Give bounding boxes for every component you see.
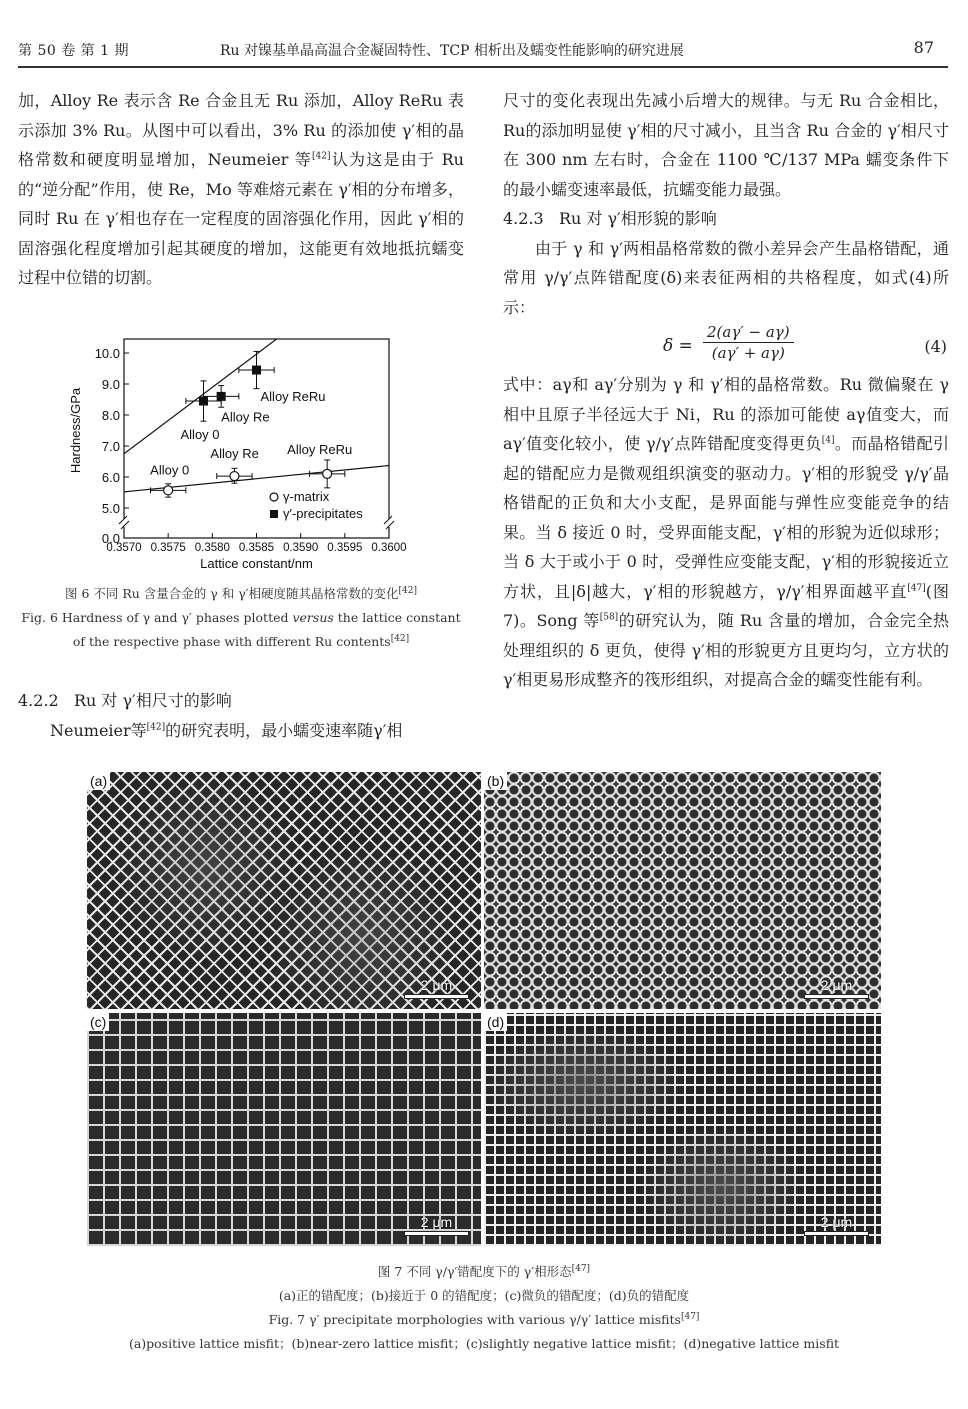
micrograph-panel-d xyxy=(484,1013,881,1246)
paragraph: Neumeier等[42]的研究表明，最小蠕变速率随γ′相 xyxy=(50,720,403,740)
equation-numerator: 2(aγ′ − aγ) xyxy=(703,322,794,343)
equation-fraction xyxy=(703,322,794,363)
section-heading: 4.2.3 Ru 对 γ′相形貌的影响 xyxy=(503,209,717,228)
section-heading: 4.2.2 Ru 对 γ′相尺寸的影响 xyxy=(18,691,232,710)
x-tick-label: 0.3570 xyxy=(106,542,142,554)
x-tick-label: 0.3585 xyxy=(238,542,275,554)
equation-number: (4) xyxy=(924,337,947,356)
legend-label: γ-matrix xyxy=(283,489,330,504)
x-tick-label: 0.3580 xyxy=(194,542,230,554)
figure6-caption-cn: 图 6 不同 Ru 含量合金的 γ 和 γ′相硬度随其晶格常数的变化[42] xyxy=(65,585,417,601)
page-number: 87 xyxy=(913,38,934,57)
panel-label: (a) xyxy=(87,772,110,790)
y-axis-label: Hardness/GPa xyxy=(68,387,83,474)
panel-label: (b) xyxy=(484,772,507,790)
y-tick-label: 0.0 xyxy=(101,531,120,546)
x-tick-label: 0.3600 xyxy=(371,542,407,554)
section-4-2-2 xyxy=(18,686,464,745)
scale-bar: 2 μm xyxy=(404,1214,469,1236)
data-point-gamma xyxy=(323,469,332,478)
left-column xyxy=(18,86,464,293)
x-axis-label: Lattice constant/nm xyxy=(200,556,313,571)
data-point-label: Alloy 0 xyxy=(150,462,190,478)
scale-bar: 2 μm xyxy=(404,977,469,999)
y-tick-label: 9.0 xyxy=(101,377,120,392)
citation: [58] xyxy=(599,612,619,623)
figure6-caption xyxy=(18,582,464,654)
panel-label: (c) xyxy=(87,1013,109,1031)
paragraph: 由于 γ 和 γ′两相晶格常数的微小差异会产生晶格错配，通常用 γ/γ′点阵错配度(δ)来表征两相的共格程度，如式(4)所示： xyxy=(503,238,949,317)
micrograph-panel-c xyxy=(87,1013,481,1246)
data-point-label: Alloy 0 xyxy=(180,427,220,443)
x-tick-label: 0.3595 xyxy=(327,542,363,554)
panel-label: (d) xyxy=(484,1013,507,1031)
figure6-caption-en: Fig. 6 Hardness of γ and γ′ phases plotted versus the lattice constant of the respective phase with different Ru contents[42] xyxy=(21,610,461,649)
figure7-caption xyxy=(60,1260,908,1356)
legend-marker-gamma xyxy=(270,493,278,501)
citation: [4] xyxy=(821,435,835,446)
figure7-subcaption-en: (a)positive lattice misfit；(b)near-zero lattice misfit；(c)slightly negative lattice misfit；(d)negative lattice misfit xyxy=(128,1336,840,1351)
data-point-label: Alloy Re xyxy=(210,446,259,462)
y-tick-label: 10.0 xyxy=(94,346,120,361)
data-point-gamma-prime xyxy=(252,366,261,375)
data-point-gamma-prime xyxy=(217,392,226,401)
running-title: Ru 对镍基单晶高温合金凝固特性、TCP 相析出及蠕变性能影响的研究进展 xyxy=(220,43,684,59)
equation-4 xyxy=(503,322,949,370)
x-tick-label: 0.3575 xyxy=(150,542,186,554)
running-header xyxy=(18,36,948,68)
citation: [42] xyxy=(312,151,331,162)
x-tick-label: 0.3590 xyxy=(283,542,319,554)
y-tick-label: 6.0 xyxy=(101,470,120,485)
legend-marker-gamma-prime xyxy=(270,510,278,518)
citation: [42] xyxy=(146,722,166,733)
right-column xyxy=(503,86,949,695)
y-tick-label: 7.0 xyxy=(101,439,120,454)
volume-issue: 第 50 卷 第 1 期 xyxy=(18,43,129,59)
paragraph: 式中：aγ和 aγ′分别为 γ 和 γ′相的晶格常数。Ru 微偏聚在 γ 相中且原子半径远大于 Ni，Ru 的添加可能使 aγ值变大，而 aγ′值变化较小，使 γ/γ′点阵错配度变得更负[4]。而晶格错配引起的错配应力是微观组织演变的驱动力。γ′相的形貌受 γ/γ′晶格错配的正负和大小支配，是界面能与弹性应变能竞争的结果。当 δ 接近 0 时，受界面能支配，γ′相的形貌为近似球形；当 δ 大于或小于 0 时，受弹性应变能支配，γ′相的形貌接近立方状，且|δ|越大，γ′相的形貌越方，γ/γ′相界面越平直[47](图 7)。Song 等[58]的研究认为，随 Ru 含量的增加，合金完全热处理组织的 δ 更负，使得 γ′相的形貌更方且更均匀，立方状的 γ′相更易形成整齐的筏形组织，对提高合金的蠕变性能有利。 xyxy=(503,375,950,689)
paragraph: 尺寸的变化表现出先减小后增大的规律。与无 Ru 合金相比，Ru的添加明显使 γ′相的尺寸减小，且当含 Ru 合金的 γ′相尺寸在 300 nm 左右时，合金在 1100 ℃/137 MPa 蠕变条件下的最小蠕变速率最低，抗蠕变能力最强。 xyxy=(503,91,949,199)
figure7-caption-en: Fig. 7 γ′ precipitate morphologies with various γ/γ′ lattice misfits[47] xyxy=(268,1311,700,1327)
scale-bar: 2 μm xyxy=(804,977,869,999)
figure7-subcaption-cn: (a)正的错配度；(b)接近于 0 的错配度；(c)微负的错配度；(d)负的错配度 xyxy=(278,1288,690,1303)
data-point-label: Alloy ReRu xyxy=(287,441,353,457)
data-point-label: Alloy Re xyxy=(221,409,270,425)
paragraph: 加，Alloy Re 表示含 Re 合金且无 Ru 添加，Alloy ReRu 表示添加 3% Ru。从图中可以看出，3% Ru 的添加使 γ′相的晶格常数和硬度明显增加，Neumeier 等[42]认为这是由于 Ru 的“逆分配”作用，使 Re，Mo 等难熔元素在 γ′相的分布增多，同时 Ru 在 γ′相也存在一定程度的固溶强化作用，因此 γ′相的固溶强化程度增加引起其硬度的增加，这能更有效地抵抗蠕变过程中位错的切割。 xyxy=(18,91,464,287)
data-point-gamma xyxy=(164,486,173,495)
equation-denominator: (aγ′ + aγ) xyxy=(711,344,785,362)
y-tick-label: 5.0 xyxy=(101,501,120,516)
data-point-label: Alloy ReRu xyxy=(260,389,326,405)
y-tick-label: 8.0 xyxy=(101,408,120,423)
legend-label: γ′-precipitates xyxy=(283,506,363,521)
micrograph-panel-b xyxy=(484,772,881,1009)
hardness-lattice-chart xyxy=(60,335,420,575)
micrograph-panel-a xyxy=(87,772,481,1009)
scale-bar: 2 μm xyxy=(804,1214,869,1236)
citation: [47] xyxy=(907,583,926,594)
figure7-caption-cn: 图 7 不同 γ/γ′错配度下的 γ′相形态[47] xyxy=(377,1263,591,1279)
equation-lhs: δ = xyxy=(663,336,693,356)
data-point-gamma xyxy=(230,472,239,481)
